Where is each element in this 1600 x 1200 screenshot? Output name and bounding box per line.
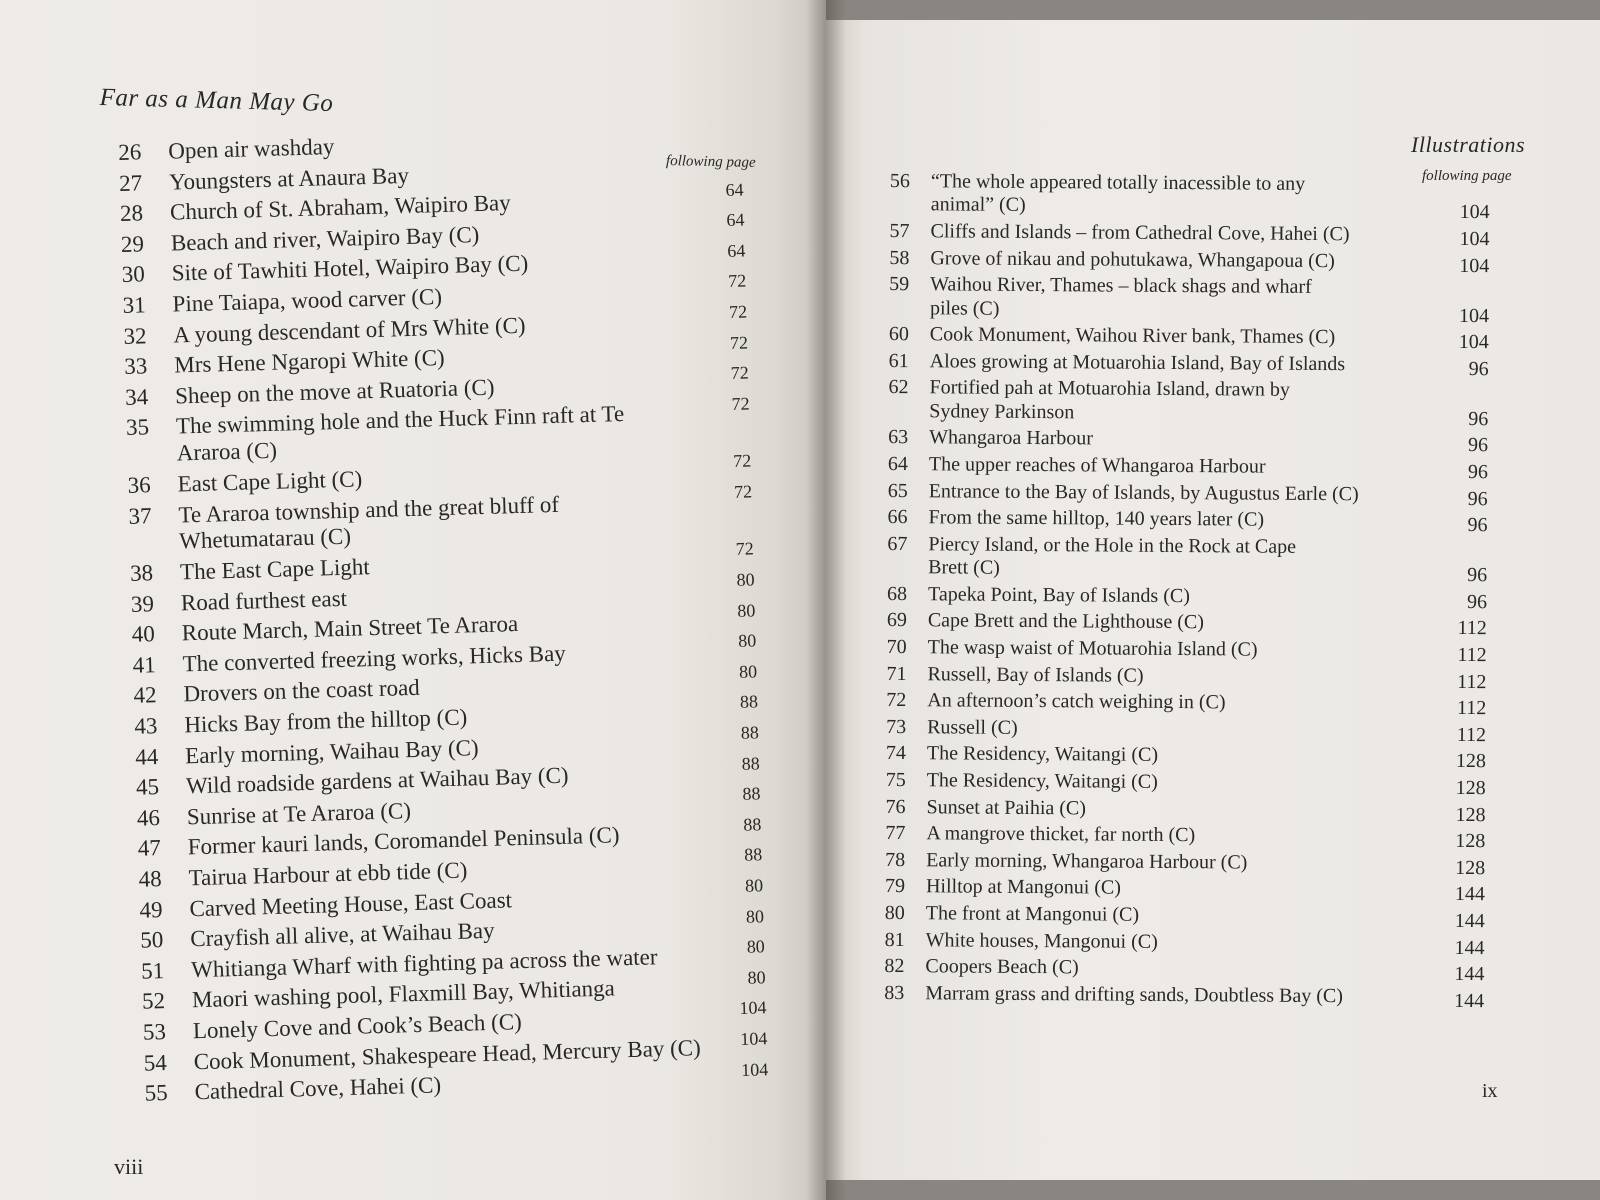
entry-title: Beach and river, Waipiro Bay (C): [170, 221, 480, 256]
illustration-entry: [122, 284, 442, 319]
entry-page-number: 64: [726, 209, 745, 231]
entry-number: 64: [887, 453, 909, 476]
entry-title: The swimming hole and the Huck Finn raft at Te: [175, 401, 625, 439]
entry-page-number: 144: [1454, 963, 1485, 986]
illustration-entry: [886, 663, 1143, 688]
entry-title: Hilltop at Mangonui (C): [925, 875, 1122, 900]
illustration-entry: [131, 585, 348, 617]
entry-number: 69: [886, 609, 907, 632]
entry-title: Cliffs and Islands – from Cathedral Cove, Hahei (C): [930, 220, 1350, 246]
illustration-entry: [888, 453, 1266, 479]
entry-page-number: 104: [740, 1058, 769, 1080]
illustration-entry: [886, 769, 1158, 794]
following-page-label-right: following page: [1422, 168, 1512, 184]
entry-page-number: 128: [1455, 750, 1486, 773]
entry-page-number: 64: [727, 240, 746, 261]
entry-page-number: 96: [1467, 514, 1488, 537]
entry-page-number: 80: [745, 905, 765, 927]
entry-number: 56: [889, 170, 910, 193]
entry-number: 59: [889, 273, 910, 296]
entry-number: 82: [884, 955, 905, 978]
entry-page-number: 144: [1454, 883, 1486, 906]
illustration-entry: [884, 955, 1078, 979]
illustration-entry: [887, 506, 1264, 532]
entry-page-number: 72: [731, 393, 750, 414]
running-head-left: Far as a Man May Go: [99, 84, 334, 118]
entry-number: 33: [123, 353, 148, 380]
folio-right: ix: [1482, 1080, 1498, 1102]
entry-page-number: 88: [743, 814, 762, 835]
entry-page-number: 104: [1458, 304, 1490, 327]
entry-number: 54: [143, 1049, 168, 1076]
entry-title: Russell, Bay of Islands (C): [927, 662, 1144, 687]
illustration-entry: [130, 554, 370, 587]
entry-number: 41: [132, 652, 157, 678]
entry-number: 44: [134, 743, 159, 770]
entry-number: 67: [887, 532, 908, 555]
entry-number: 30: [121, 261, 146, 288]
entry-title: Te Araroa township and the great bluff of: [178, 491, 560, 527]
right-page: [826, 20, 1600, 1180]
entry-number: 55: [144, 1080, 168, 1106]
entry-page-number: 104: [1458, 331, 1489, 354]
entry-number: 78: [885, 848, 906, 871]
entry-page-number: 104: [1459, 227, 1490, 251]
entry-number: 57: [889, 219, 910, 243]
entry-title: The front at Mangonui (C): [925, 902, 1140, 926]
illustration-entry: [144, 1073, 441, 1107]
entry-number: 28: [119, 200, 144, 227]
illustration-entry: [885, 929, 1158, 954]
illustration-entry: [143, 1009, 523, 1046]
entry-number: 52: [141, 988, 166, 1015]
entry-number: 81: [884, 928, 905, 951]
illustration-entry: [127, 466, 362, 499]
entry-number: 26: [118, 139, 142, 165]
entry-number: 50: [140, 927, 164, 953]
entry-title: Whitianga Wharf with fighting pa across the water: [190, 944, 658, 983]
entry-page-number: 128: [1455, 856, 1486, 879]
entry-page-number: 96: [1468, 357, 1489, 380]
entry-title: Grove of nikau and pohutukawa, Whangapoua (C): [930, 246, 1335, 272]
entry-title: Youngsters at Anaura Bay: [168, 162, 410, 195]
entry-number: 62: [888, 376, 909, 399]
illustration-entry: [885, 796, 1086, 820]
entry-page-number: 80: [747, 967, 766, 988]
entry-title: East Cape Light (C): [177, 466, 363, 497]
entry-title: Cook Monument, Waihou River bank, Thames (C): [929, 323, 1336, 349]
entry-page-number: 112: [1457, 617, 1487, 640]
illustration-entry: [889, 323, 1336, 349]
following-page-label-left: following page: [665, 153, 756, 171]
entry-title: Waihou River, Thames – black shags and wharf: [930, 273, 1312, 299]
entry-title: Carved Meeting House, East Coast: [189, 886, 513, 921]
entry-page-number: 64: [725, 179, 744, 200]
entry-title: Route March, Main Street Te Araroa: [181, 611, 519, 646]
entry-number: 75: [885, 769, 906, 792]
entry-number: 71: [886, 662, 907, 685]
entry-page-number: 72: [735, 538, 754, 560]
entry-page-number: 80: [737, 600, 756, 621]
entry-page-number: 128: [1455, 776, 1486, 800]
entry-page-number: 96: [1467, 461, 1488, 484]
entry-title: Lonely Cove and Cook’s Beach (C): [192, 1009, 523, 1044]
entry-page-number: 80: [738, 661, 758, 682]
entry-title-continued: Brett (C): [928, 556, 1000, 579]
entry-title: Pine Taiapa, wood carver (C): [172, 284, 443, 317]
folio-left: viii: [114, 1154, 144, 1179]
entry-page-number: 112: [1457, 644, 1487, 667]
illustration-entry: [889, 247, 1335, 273]
illustration-entry: [132, 641, 566, 679]
entry-page-number: 80: [736, 569, 755, 590]
entry-title: Site of Tawhiti Hotel, Waipiro Bay (C): [171, 250, 529, 286]
entry-page-number: 96: [1467, 487, 1488, 510]
entry-number: 73: [886, 715, 907, 738]
entry-page-number: 128: [1455, 803, 1486, 826]
entry-title: The converted freezing works, Hicks Bay: [182, 640, 567, 677]
illustration-entry: [888, 426, 1093, 450]
entry-title: Wild roadside gardens at Waihau Bay (C): [185, 762, 569, 799]
entry-title: Tairua Harbour at ebb tide (C): [188, 857, 468, 891]
entry-title: Piercy Island, or the Hole in the Rock at Cape: [928, 533, 1297, 558]
illustration-entry: [889, 220, 1349, 246]
entry-page-number: 72: [727, 270, 747, 292]
entry-number: 53: [142, 1019, 167, 1045]
entry-number: 76: [885, 795, 906, 818]
entry-title: Cook Monument, Shakespeare Head, Mercury Bay (C): [193, 1034, 702, 1074]
entry-number: 42: [133, 682, 157, 709]
entry-number: 35: [125, 414, 150, 441]
illustration-entry: [886, 689, 1225, 714]
entry-title-continued: piles (C): [929, 296, 1000, 320]
entry-title: The wasp waist of Motuarohia Island (C): [927, 636, 1258, 661]
entry-page-number: 88: [739, 691, 759, 713]
entry-page-number: 88: [740, 722, 760, 743]
entry-page-number: 88: [743, 844, 763, 866]
entry-title: Former kauri lands, Coromandel Peninsula (C): [187, 822, 620, 860]
entry-title: Fortified pah at Motuarohia Island, drawn by: [929, 376, 1291, 402]
entry-page-number: 96: [1466, 590, 1488, 614]
entry-page-number: 144: [1454, 989, 1485, 1012]
illustration-entry: [138, 858, 467, 893]
entry-number: 58: [889, 246, 910, 269]
entry-page-number: 112: [1456, 723, 1487, 747]
entry-page-number: 96: [1468, 407, 1489, 430]
entry-page-number: 96: [1467, 564, 1488, 587]
entry-title: The Residency, Waitangi (C): [926, 769, 1158, 793]
entry-page-number: 88: [741, 752, 760, 774]
entry-title: Mrs Hene Ngaropi White (C): [173, 345, 445, 378]
entry-number: 47: [137, 835, 162, 862]
entry-title: The Residency, Waitangi (C): [926, 742, 1159, 767]
entry-page-number: 80: [744, 875, 764, 896]
entry-page-number: 112: [1457, 670, 1487, 693]
entry-number: 60: [888, 323, 909, 346]
entry-title-continued: Sydney Parkinson: [929, 400, 1075, 424]
entry-number: 45: [135, 774, 160, 800]
illustration-entry: [124, 345, 445, 380]
entry-number: 39: [130, 590, 155, 617]
entry-title-continued: Araroa (C): [176, 437, 278, 466]
entry-number: 68: [886, 582, 908, 605]
entry-page-number: 104: [740, 1028, 768, 1050]
entry-title: Aloes growing at Motuarohia Island, Bay of Islands: [929, 350, 1346, 375]
entry-page-number: 80: [746, 936, 766, 958]
entry-title: Tapeka Point, Bay of Islands (C): [927, 583, 1191, 607]
entry-title: Early morning, Whangaroa Harbour (C): [926, 849, 1248, 874]
entry-title: Cape Brett and the Lighthouse (C): [927, 609, 1204, 634]
entry-title: From the same hilltop, 140 years later (C): [928, 506, 1265, 531]
entry-number: 51: [140, 957, 165, 984]
entry-title: Coopers Beach (C): [925, 955, 1079, 979]
entry-page-number: 72: [732, 450, 752, 472]
entry-number: 37: [128, 502, 152, 529]
entry-title: Sunset at Paihia (C): [926, 795, 1087, 820]
illustration-entry: [885, 902, 1139, 927]
entry-number: 48: [138, 866, 162, 892]
entry-title: Sunrise at Te Araroa (C): [186, 797, 412, 830]
entry-page-number: 72: [729, 332, 749, 353]
entry-title: A mangrove thicket, far north (C): [926, 822, 1196, 847]
entry-page-number: 72: [733, 481, 753, 502]
entry-number: 36: [127, 472, 151, 498]
entry-number: 66: [887, 506, 908, 529]
entry-title: Marram grass and drifting sands, Doubtless Bay (C): [925, 982, 1344, 1008]
entry-title: The upper reaches of Whangaroa Harbour: [928, 453, 1266, 478]
illustration-entry: [889, 350, 1346, 376]
entry-number: 83: [884, 981, 905, 1004]
entry-page-number: 144: [1454, 936, 1485, 959]
entry-number: 77: [885, 822, 906, 845]
illustration-entry: [139, 887, 512, 923]
entry-title: An afternoon’s catch weighing in (C): [927, 689, 1226, 714]
entry-number: 74: [885, 742, 907, 765]
illustration-entry: [118, 134, 335, 166]
entry-title-continued: animal” (C): [930, 193, 1026, 217]
entry-title: Russell (C): [927, 716, 1018, 739]
entry-title: Drovers on the coast road: [183, 675, 421, 707]
entry-page-number: 80: [737, 630, 757, 652]
illustration-entry: [886, 716, 1018, 740]
illustration-entry: [135, 735, 479, 771]
running-head-right: Illustrations: [1411, 132, 1526, 157]
entry-page-number: 72: [728, 301, 748, 323]
entry-page-number: 88: [742, 783, 761, 805]
entry-page-number: 112: [1456, 697, 1487, 720]
entry-number: 79: [884, 875, 906, 898]
entry-title: Open air washday: [167, 133, 335, 164]
illustration-entry: [887, 583, 1190, 608]
entry-title: Cathedral Cove, Hahei (C): [194, 1072, 442, 1105]
illustration-entry: [136, 763, 569, 801]
entry-number: 61: [888, 349, 909, 372]
entry-number: 65: [887, 479, 908, 502]
entry-title: White houses, Mangonui (C): [925, 928, 1158, 953]
entry-page-number: 104: [1459, 254, 1490, 277]
entry-number: 32: [123, 322, 147, 349]
illustration-entry: [885, 875, 1121, 900]
illustration-entry: [885, 849, 1247, 875]
entry-page-number: 128: [1455, 830, 1486, 853]
illustration-entry: [133, 675, 420, 709]
entry-number: 80: [884, 902, 905, 925]
illustration-entry: [140, 918, 495, 954]
illustration-entry: [885, 822, 1195, 847]
illustration-entry: [119, 162, 409, 196]
illustration-entry: [887, 609, 1204, 634]
illustration-entry: [888, 480, 1359, 506]
entry-title: Road furthest east: [180, 585, 348, 616]
entry-number: 27: [118, 169, 143, 196]
illustration-entry: [125, 374, 495, 410]
illustration-entry: [121, 222, 480, 258]
entry-title: Sheep on the move at Ruatoria (C): [174, 374, 495, 409]
entry-page-number: 144: [1454, 909, 1485, 933]
entry-number: 29: [120, 231, 145, 257]
entry-title: “The whole appeared totally inacessible to any: [930, 170, 1306, 195]
illustration-entry: [123, 312, 526, 349]
illustration-entry: [890, 170, 1305, 196]
entry-number: 46: [136, 804, 161, 831]
entry-title-continued: Whetumatarau (C): [178, 524, 352, 554]
illustration-entry: [886, 742, 1158, 767]
illustration-entry: [887, 533, 1296, 559]
entry-title: Whangaroa Harbour: [929, 426, 1094, 450]
entry-title: Maori washing pool, Flaxmill Bay, Whitianga: [191, 975, 616, 1013]
illustration-entry: [137, 798, 412, 832]
entry-page-number: 104: [1459, 201, 1490, 224]
illustration-entry: [121, 251, 528, 288]
entry-number: 49: [139, 896, 163, 923]
entry-page-number: 96: [1468, 434, 1489, 457]
entry-title: Crayfish all alive, at Waihau Bay: [189, 918, 495, 952]
entry-number: 72: [886, 689, 907, 712]
entry-number: 70: [886, 636, 907, 659]
entry-number: 40: [131, 621, 156, 648]
illustration-entry: [889, 273, 1312, 299]
illustration-entry: [884, 982, 1343, 1008]
entry-page-number: 104: [739, 997, 767, 1019]
entry-number: 43: [134, 713, 158, 739]
entry-page-number: 72: [730, 362, 750, 384]
entry-number: 34: [124, 384, 149, 410]
illustration-entry: [134, 705, 468, 740]
entry-title: The East Cape Light: [179, 554, 371, 585]
illustration-entry: [887, 636, 1258, 662]
entry-title: Church of St. Abraham, Waipiro Bay: [169, 190, 512, 225]
entry-number: 31: [122, 292, 146, 318]
entry-number: 63: [888, 426, 909, 449]
entry-title: Early morning, Waihau Bay (C): [184, 734, 479, 768]
illustration-entry: [888, 376, 1290, 402]
entry-title: Entrance to the Bay of Islands, by Augustus Earle (C): [928, 479, 1359, 505]
entry-title: A young descendant of Mrs White (C): [173, 312, 526, 348]
entry-title: Hicks Bay from the hilltop (C): [184, 704, 468, 738]
entry-number: 38: [129, 560, 154, 586]
